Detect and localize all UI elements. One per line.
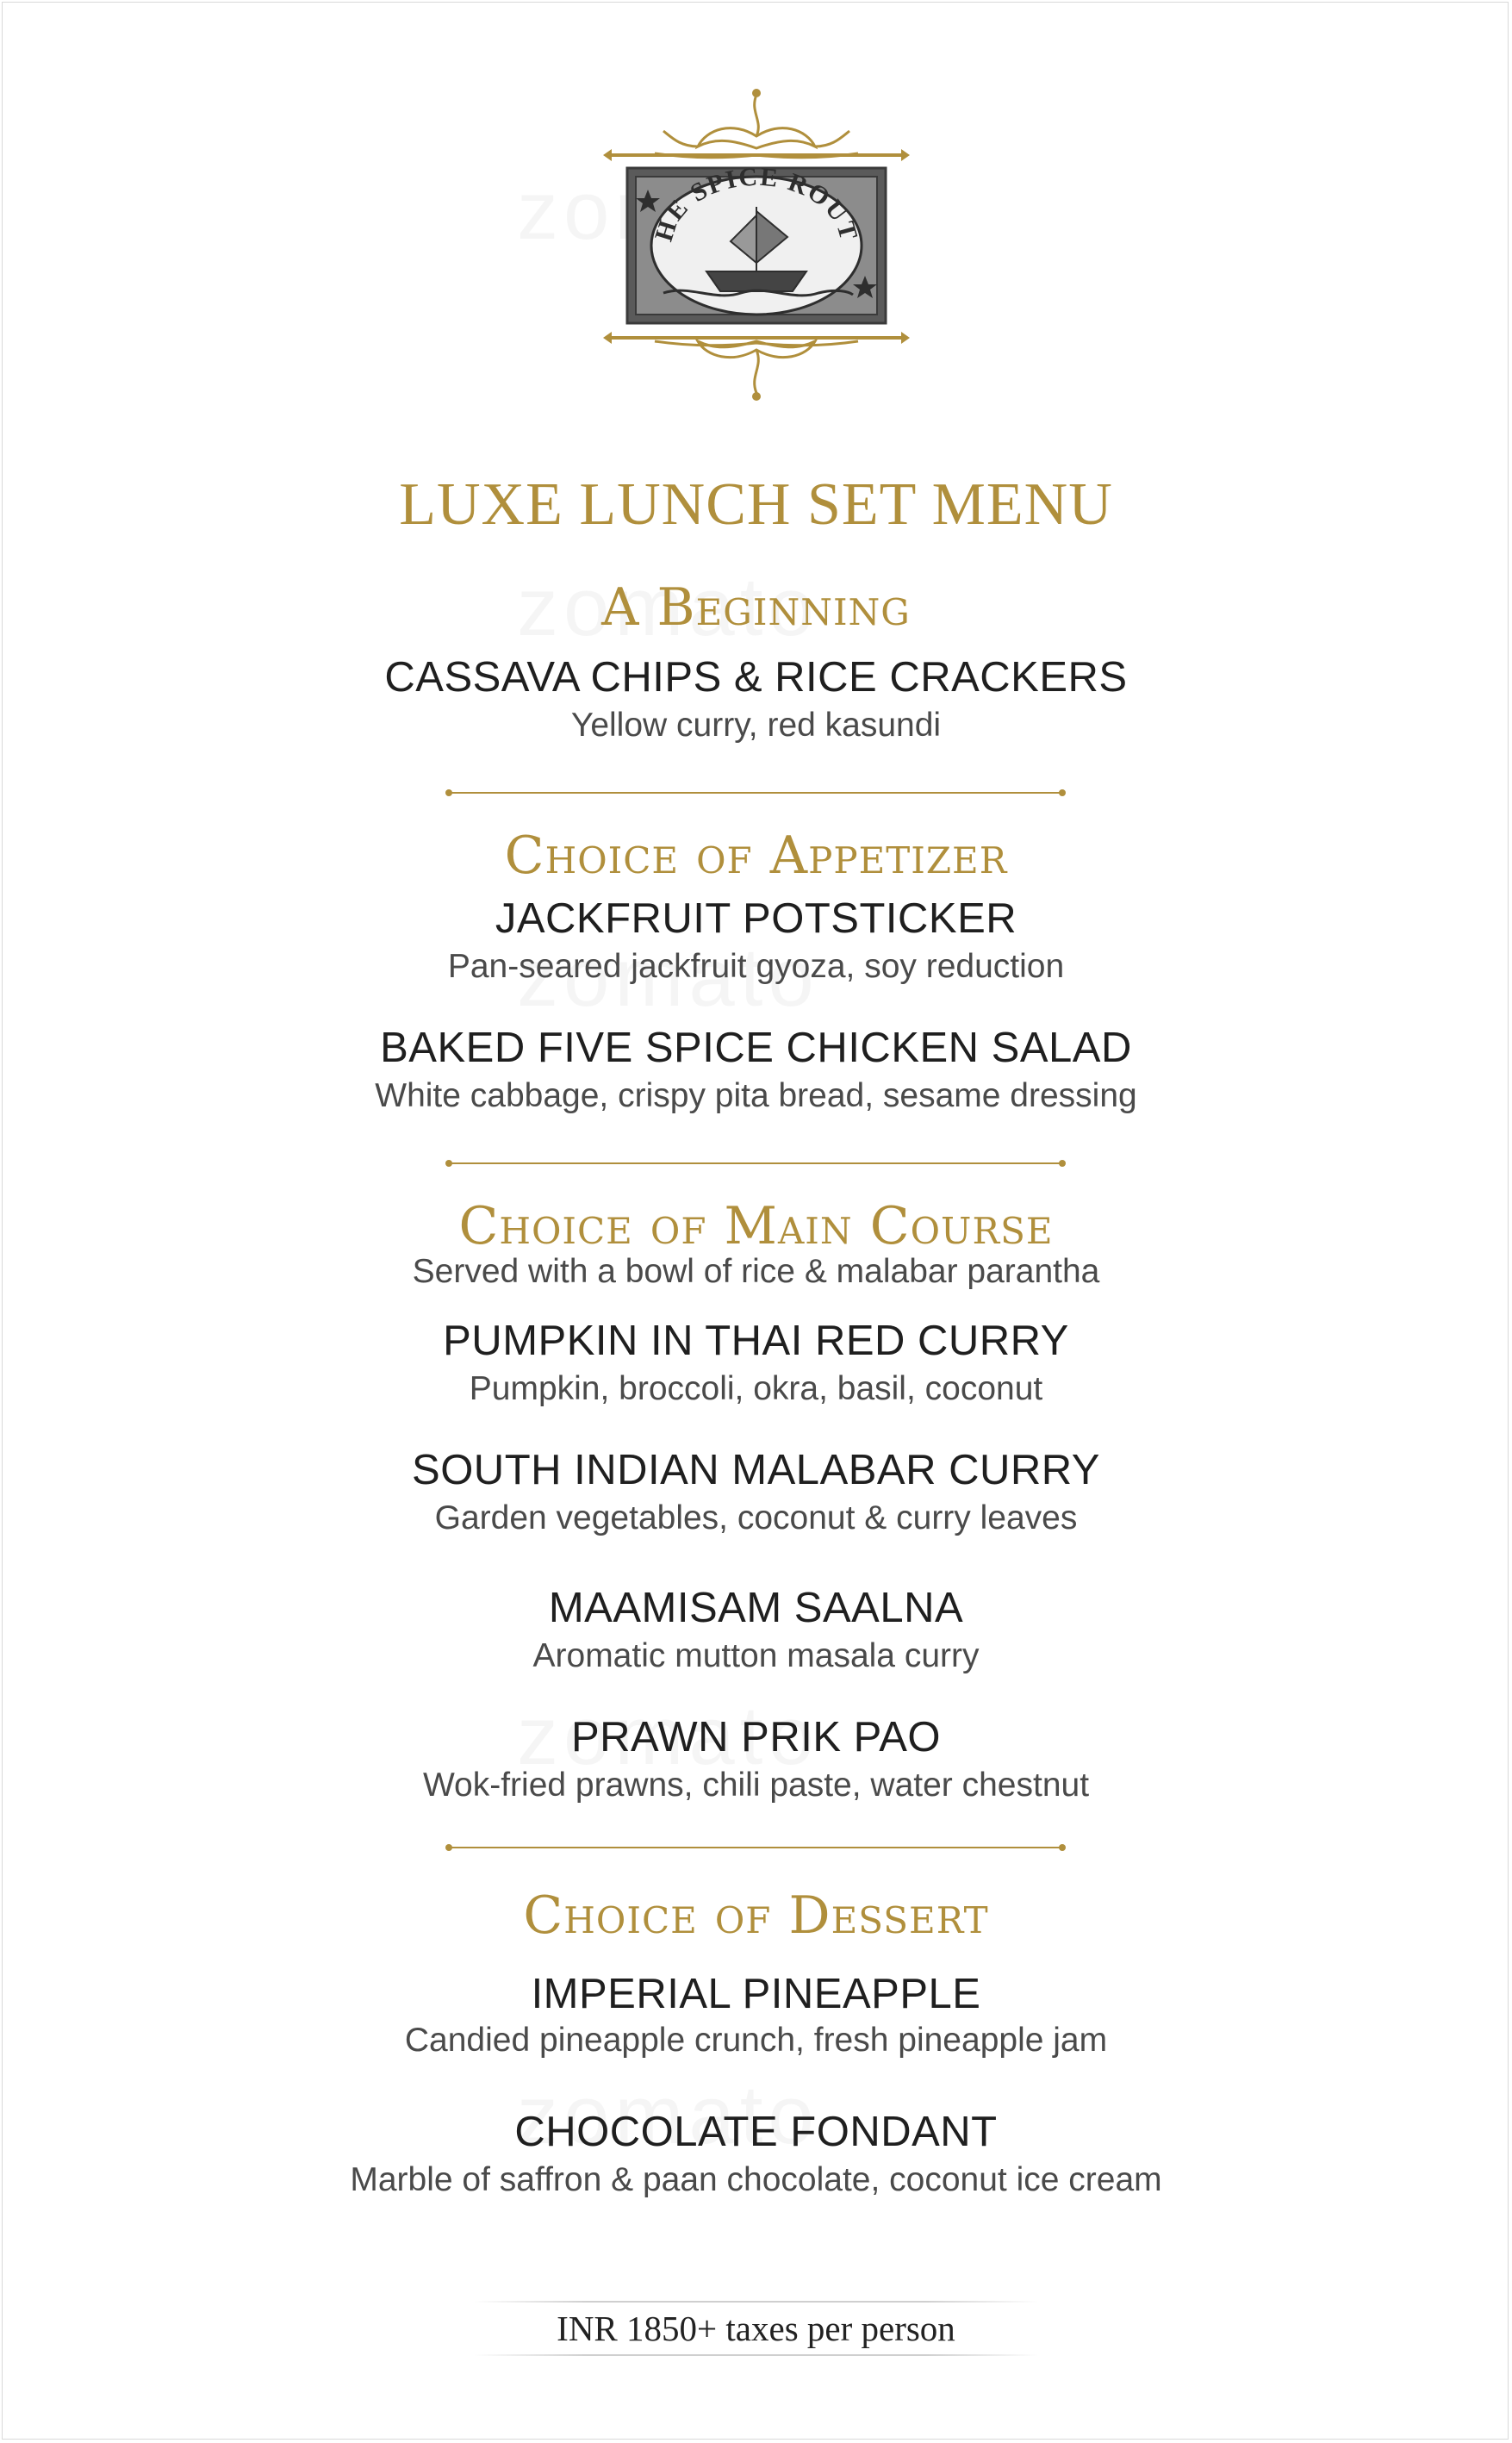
dish-description: Yellow curry, red kasundi	[570, 707, 942, 744]
dish-name: CASSAVA CHIPS & RICE CRACKERS	[384, 654, 1128, 701]
section-title-dessert: Choice of Dessert	[523, 1885, 989, 1946]
section-title-main-course: Choice of Main Course	[458, 1196, 1054, 1256]
ship-emblem-icon	[603, 86, 910, 405]
dish-name: IMPERIAL PINEAPPLE	[531, 1971, 981, 2017]
price-rule-top	[474, 2301, 1038, 2303]
section-divider	[444, 1158, 1067, 1169]
dish-name: PRAWN PRIK PAO	[570, 1714, 941, 1761]
dish-description: Marble of saffron & paan chocolate, coconut ice cream	[350, 2161, 1162, 2198]
dish-description: Pumpkin, broccoli, okra, basil, coconut	[469, 1370, 1043, 1407]
section-note: Served with a bowl of rice & malabar parantha	[412, 1253, 1100, 1290]
section-title-appetizer: Choice of Appetizer	[504, 826, 1008, 886]
dish-name: CHOCOLATE FONDANT	[514, 2109, 998, 2155]
logo-text: HE SPICE ROUT	[649, 162, 864, 245]
dish-name: BAKED FIVE SPICE CHICKEN SALAD	[380, 1025, 1132, 1071]
price-rule-bottom	[474, 2354, 1038, 2356]
section-divider	[444, 1842, 1067, 1853]
dish-name: MAAMISAM SAALNA	[548, 1585, 964, 1631]
dish-name: JACKFRUIT POTSTICKER	[495, 895, 1017, 942]
menu-title: LUXE LUNCH SET MENU	[399, 471, 1113, 538]
dish-description: Wok-fried prawns, chili paste, water chestnut	[422, 1767, 1090, 1804]
dish-description: Aromatic mutton masala curry	[532, 1637, 980, 1674]
section-divider	[444, 788, 1067, 798]
dish-description: Garden vegetables, coconut & curry leaves	[434, 1499, 1078, 1536]
dish-description: Pan-seared jackfruit gyoza, soy reduction	[447, 948, 1065, 985]
dish-name: SOUTH INDIAN MALABAR CURRY	[412, 1447, 1100, 1493]
price-label: INR 1850+ taxes per person	[557, 2309, 955, 2348]
restaurant-logo	[603, 86, 910, 405]
dish-name: PUMPKIN IN THAI RED CURRY	[443, 1318, 1069, 1364]
dish-description: White cabbage, crispy pita bread, sesame dressing	[375, 1077, 1137, 1114]
dish-description: Candied pineapple crunch, fresh pineapple jam	[404, 2022, 1108, 2059]
section-title-beginning: A Beginning	[601, 577, 911, 638]
